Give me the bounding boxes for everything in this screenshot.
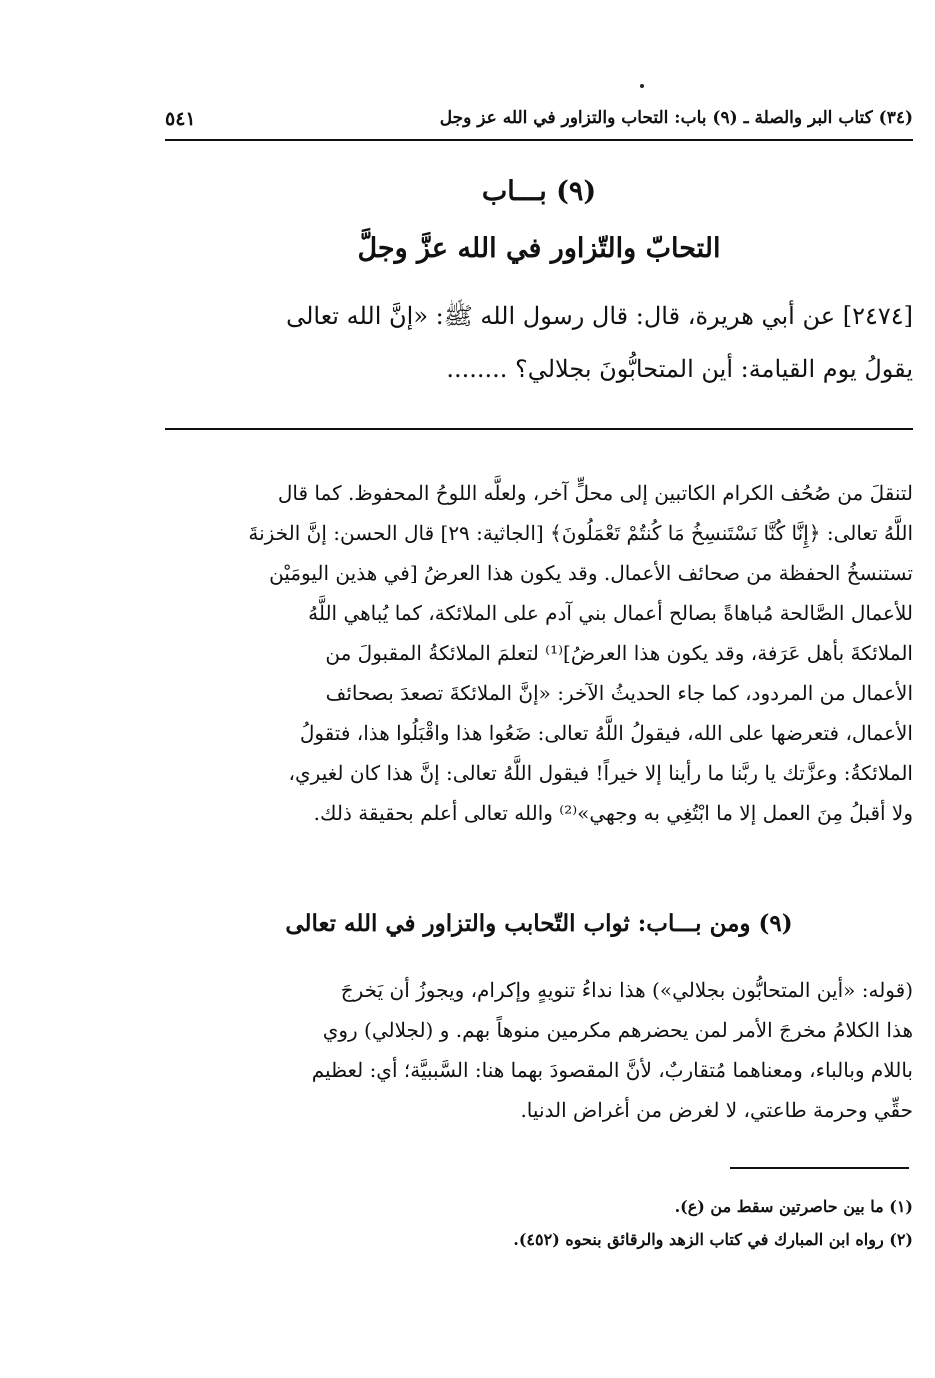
scan-speck bbox=[640, 84, 644, 88]
hadith-line: يقولُ يوم القيامة: أين المتحابُّونَ بجلالي؟ ........ bbox=[446, 355, 913, 383]
commentary-bottom bbox=[165, 970, 913, 1130]
running-title: (٣٤) كتاب البر والصلة ـ (٩) باب: التحاب والتزاور في الله عز وجل bbox=[439, 108, 913, 128]
page-number: ٥٤١ bbox=[165, 108, 196, 130]
commentary-line: تستنسخُ الحفظة من صحائف الأعمال. وقد يكون هذا العرضُ [في هذين اليومَيْن bbox=[269, 561, 913, 585]
footnote-rule bbox=[730, 1167, 909, 1169]
chapter-title: التحابّ والتّزاور في الله عزَّ وجلَّ bbox=[357, 233, 721, 264]
commentary-line: باللام وبالباء، ومعناهما مُتقاربٌ، لأنَّ المقصودَ بهما هنا: السَّببيَّة؛ أي: لعظيم bbox=[311, 1058, 913, 1082]
running-header bbox=[165, 108, 913, 138]
commentary-line: اللَّهُ تعالى: ﴿إِنَّا كُنَّا نَسْتَنسِخُ مَا كُنتُمْ تَعْمَلُونَ﴾ [الجاثية: ٢٩] قال الحسن: إنَّ الخزنةَ bbox=[248, 521, 913, 545]
commentary-line: للأعمال الصَّالحة مُباهاةً بصالح أعمال بني آدم على الملائكة، كما يُباهي اللَّهُ bbox=[308, 601, 913, 625]
commentary-line: لتنقلَ من صُحُف الكرام الكاتبين إلى محلٍّ آخر، ولعلَّه اللوحُ المحفوظ. كما قال bbox=[277, 481, 913, 505]
section-title: (٩) ومن بـــاب: ثواب التّحابب والتزاور في الله تعالى bbox=[285, 910, 793, 937]
commentary-line: حقِّي وحرمة طاعتي، لا لغرض من أغراض الدنيا. bbox=[520, 1098, 913, 1122]
commentary-line: الأعمال من المردود، كما جاء الحديثُ الآخر: «إنَّ الملائكةَ تصعدَ بصحائف bbox=[325, 681, 913, 705]
hadith-line: [٢٤٧٤] عن أبي هريرة، قال: قال رسول الله ﷺ: «إنَّ الله تعالى bbox=[286, 302, 913, 330]
hadith-text bbox=[165, 290, 913, 396]
commentary-line: الملائكةُ: وعزَّتك يا ربَّنا ما رأينا إلا خيراً! فيقول اللَّهُ تعالى: إنَّ هذا كان لغيري، bbox=[288, 761, 913, 785]
commentary-line: هذا الكلامُ مخرجَ الأمر لمن يحضرهم مكرمين منوهاً بهم. و (لجلالي) روي bbox=[322, 1018, 913, 1042]
header-rule bbox=[165, 139, 913, 141]
divider-rule bbox=[165, 428, 913, 430]
footnote-2: (٢) رواه ابن المبارك في كتاب الزهد والرقائق بنحوه (٤٥٢). bbox=[513, 1230, 913, 1249]
chapter-heading: (٩) بـــاب bbox=[481, 176, 597, 207]
commentary-line: الملائكةَ بأهل عَرَفة، وقد يكون هذا العرضُ]⁽¹⁾ لتعلمَ الملائكةُ المقبولَ من bbox=[325, 641, 913, 665]
commentary-line: ولا أقبلُ مِنَ العمل إلا ما ابْتُغِي به وجهي»⁽²⁾ والله تعالى أعلم بحقيقة ذلك. bbox=[313, 801, 913, 825]
footnotes bbox=[165, 1190, 913, 1256]
commentary-line: الأعمال، فتعرضها على الله، فيقولُ اللَّهُ تعالى: ضَعُوا هذا واقْبَلُوا هذا، فتقولُ bbox=[299, 721, 913, 745]
commentary-top bbox=[165, 473, 913, 833]
commentary-line: (قوله: «أين المتحابُّون بجلالي») هذا نداءُ تنويهٍ وإكرام، ويجوزُ أن يَخرجَ bbox=[340, 978, 913, 1002]
footnote-1: (١) ما بين حاصرتين سقط من (ع). bbox=[674, 1197, 913, 1216]
